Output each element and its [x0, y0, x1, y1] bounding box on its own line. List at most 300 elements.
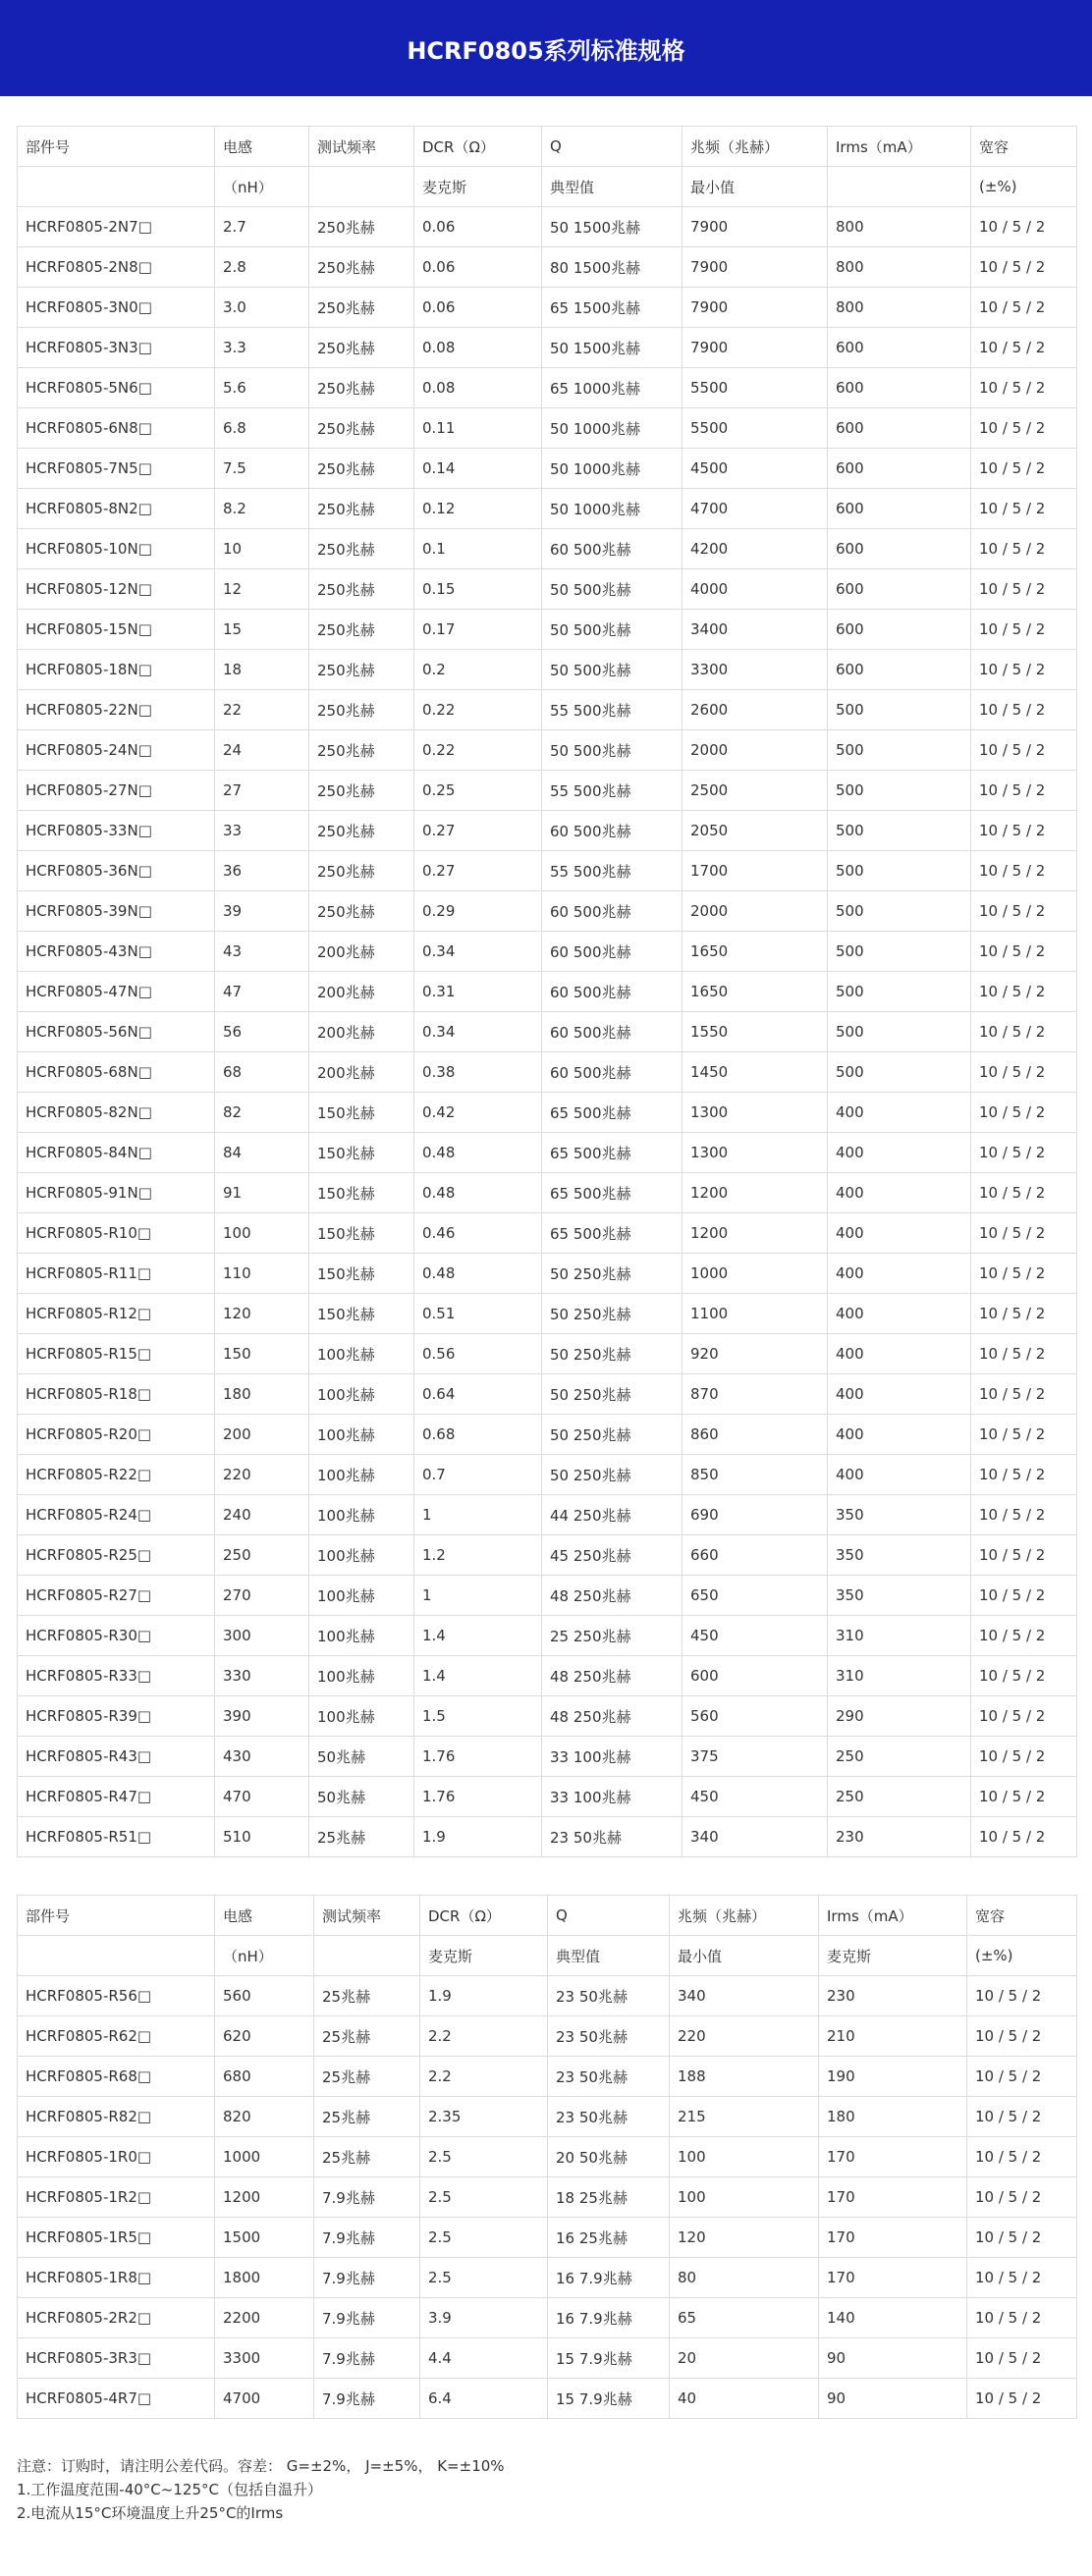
tolerance-cell: 10 / 5 / 2: [971, 1012, 1077, 1052]
dcr-cell: 2.35: [420, 2097, 548, 2137]
tolerance-cell: 10 / 5 / 2: [971, 1656, 1077, 1696]
dcr-cell: 2.5: [420, 2137, 548, 2177]
srf-cell: 兆频（兆赫）: [670, 1896, 819, 1936]
part-number-cell: HCRF0805-R47□: [18, 1777, 215, 1817]
q-cell: 50 250兆赫: [542, 1455, 682, 1495]
irms-cell: 800: [828, 247, 971, 288]
part-number-cell: HCRF0805-3N3□: [18, 328, 215, 368]
table-row: [18, 610, 1077, 650]
q-cell: 65 1000兆赫: [542, 368, 682, 408]
inductance-cell: 1200: [215, 2177, 314, 2218]
q-cell: Q: [542, 127, 682, 167]
inductance-cell: 110: [215, 1254, 309, 1294]
tolerance-cell: 10 / 5 / 2: [971, 1334, 1077, 1374]
tolerance-cell: 10 / 5 / 2: [971, 1173, 1077, 1213]
inductance-cell: 250: [215, 1535, 309, 1576]
srf-cell: 188: [670, 2057, 819, 2097]
table-row: [18, 2258, 1077, 2298]
spec-table-2: [17, 1895, 1076, 2419]
q-cell: 16 7.9兆赫: [548, 2258, 670, 2298]
table-row: [18, 368, 1077, 408]
table-row: [18, 1052, 1077, 1093]
irms-cell: 170: [819, 2177, 967, 2218]
tolerance-cell: 10 / 5 / 2: [971, 730, 1077, 771]
table-row: [18, 2016, 1077, 2057]
srf-cell: 4700: [682, 489, 828, 529]
irms-cell: 400: [828, 1374, 971, 1415]
tolerance-cell: 10 / 5 / 2: [971, 1254, 1077, 1294]
tolerance-cell: 10 / 5 / 2: [971, 288, 1077, 328]
tolerance-cell: 10 / 5 / 2: [971, 489, 1077, 529]
srf-cell: 最小值: [682, 167, 828, 207]
table-row: [18, 972, 1077, 1012]
irms-cell: 500: [828, 932, 971, 972]
dcr-cell: 0.68: [414, 1415, 542, 1455]
irms-cell: 250: [828, 1777, 971, 1817]
test-frequency-cell: 250兆赫: [309, 650, 414, 690]
tolerance-cell: 10 / 5 / 2: [971, 891, 1077, 932]
q-cell: 23 50兆赫: [542, 1817, 682, 1857]
q-cell: Q: [548, 1896, 670, 1936]
part-number-cell: HCRF0805-24N□: [18, 730, 215, 771]
part-number-cell: HCRF0805-82N□: [18, 1093, 215, 1133]
table-row: [18, 2298, 1077, 2338]
irms-cell: 600: [828, 328, 971, 368]
q-cell: 48 250兆赫: [542, 1696, 682, 1737]
dcr-cell: 0.25: [414, 771, 542, 811]
table-row: [18, 328, 1077, 368]
inductance-cell: 270: [215, 1576, 309, 1616]
table-row: [18, 811, 1077, 851]
irms-cell: 230: [819, 1976, 967, 2016]
q-cell: 50 250兆赫: [542, 1254, 682, 1294]
dcr-cell: 0.42: [414, 1093, 542, 1133]
inductance-cell: 68: [215, 1052, 309, 1093]
tolerance-cell: 10 / 5 / 2: [967, 2338, 1077, 2379]
srf-cell: 65: [670, 2298, 819, 2338]
part-number-cell: HCRF0805-18N□: [18, 650, 215, 690]
tolerance-cell: 10 / 5 / 2: [971, 207, 1077, 247]
irms-cell: 500: [828, 811, 971, 851]
inductance-cell: 620: [215, 2016, 314, 2057]
srf-cell: 850: [682, 1455, 828, 1495]
part-number-cell: HCRF0805-R51□: [18, 1817, 215, 1857]
part-number-cell: HCRF0805-3N0□: [18, 288, 215, 328]
tolerance-cell: 10 / 5 / 2: [971, 972, 1077, 1012]
note-irms: 2.电流从15°C环境温度上升25°C的Irms: [17, 2504, 284, 2522]
dcr-cell: 0.22: [414, 730, 542, 771]
irms-cell: 500: [828, 891, 971, 932]
tolerance-cell: 10 / 5 / 2: [967, 2298, 1077, 2338]
tolerance-cell: 10 / 5 / 2: [967, 2258, 1077, 2298]
test-frequency-cell: 100兆赫: [309, 1455, 414, 1495]
test-frequency-cell: 250兆赫: [309, 489, 414, 529]
inductance-cell: 4700: [215, 2379, 314, 2419]
q-cell: 44 250兆赫: [542, 1495, 682, 1535]
irms-cell: 500: [828, 1012, 971, 1052]
dcr-cell: 0.29: [414, 891, 542, 932]
part-number-cell: HCRF0805-7N5□: [18, 449, 215, 489]
table-row: [18, 1455, 1077, 1495]
part-number-cell: HCRF0805-36N□: [18, 851, 215, 891]
dcr-cell: 0.48: [414, 1133, 542, 1173]
test-frequency-cell: 250兆赫: [309, 771, 414, 811]
tolerance-cell: 10 / 5 / 2: [971, 1777, 1077, 1817]
irms-cell: 400: [828, 1415, 971, 1455]
page-title: HCRF0805系列标准规格: [407, 36, 685, 65]
part-number-cell: HCRF0805-56N□: [18, 1012, 215, 1052]
q-cell: 18 25兆赫: [548, 2177, 670, 2218]
irms-cell: 350: [828, 1535, 971, 1576]
irms-cell: 290: [828, 1696, 971, 1737]
part-number-cell: 部件号: [18, 1896, 215, 1936]
irms-cell: 90: [819, 2338, 967, 2379]
part-number-cell: HCRF0805-3R3□: [18, 2338, 215, 2379]
note-tolerance: 注意：订购时，请注明公差代码。容差： G=±2%， J=±5%， K=±10%: [17, 2457, 505, 2475]
test-frequency-cell: 25兆赫: [314, 2097, 420, 2137]
inductance-cell: 36: [215, 851, 309, 891]
irms-cell: 600: [828, 610, 971, 650]
irms-cell: [828, 167, 971, 207]
tolerance-cell: 10 / 5 / 2: [971, 811, 1077, 851]
irms-cell: 600: [828, 449, 971, 489]
q-cell: 60 500兆赫: [542, 932, 682, 972]
table-row: [18, 1334, 1077, 1374]
q-cell: 16 7.9兆赫: [548, 2298, 670, 2338]
q-cell: 60 500兆赫: [542, 1012, 682, 1052]
inductance-cell: 2.8: [215, 247, 309, 288]
table-row: [18, 569, 1077, 610]
dcr-cell: 1.76: [414, 1777, 542, 1817]
test-frequency-cell: [309, 167, 414, 207]
part-number-cell: HCRF0805-R25□: [18, 1535, 215, 1576]
test-frequency-cell: 50兆赫: [309, 1737, 414, 1777]
part-number-cell: HCRF0805-1R8□: [18, 2258, 215, 2298]
irms-cell: 400: [828, 1334, 971, 1374]
q-cell: 80 1500兆赫: [542, 247, 682, 288]
test-frequency-cell: 100兆赫: [309, 1616, 414, 1656]
q-cell: 65 1500兆赫: [542, 288, 682, 328]
irms-cell: 400: [828, 1213, 971, 1254]
table-row: [18, 1093, 1077, 1133]
inductance-cell: 3.0: [215, 288, 309, 328]
table-row: [18, 1173, 1077, 1213]
q-cell: 60 500兆赫: [542, 1052, 682, 1093]
dcr-cell: 0.06: [414, 288, 542, 328]
tolerance-cell: 10 / 5 / 2: [971, 1616, 1077, 1656]
q-cell: 典型值: [542, 167, 682, 207]
q-cell: 25 250兆赫: [542, 1616, 682, 1656]
table-row: [18, 891, 1077, 932]
part-number-cell: HCRF0805-84N□: [18, 1133, 215, 1173]
test-frequency-cell: 25兆赫: [309, 1817, 414, 1857]
dcr-cell: 1.4: [414, 1656, 542, 1696]
irms-cell: 麦克斯: [819, 1936, 967, 1976]
tolerance-cell: (±%): [967, 1936, 1077, 1976]
irms-cell: 600: [828, 650, 971, 690]
part-number-cell: HCRF0805-R62□: [18, 2016, 215, 2057]
dcr-cell: 0.2: [414, 650, 542, 690]
irms-cell: 170: [819, 2258, 967, 2298]
test-frequency-cell: 25兆赫: [314, 2057, 420, 2097]
table-row: [18, 1737, 1077, 1777]
irms-cell: 500: [828, 771, 971, 811]
tolerance-cell: 10 / 5 / 2: [971, 690, 1077, 730]
part-number-cell: HCRF0805-39N□: [18, 891, 215, 932]
inductance-cell: 820: [215, 2097, 314, 2137]
inductance-cell: 150: [215, 1334, 309, 1374]
inductance-cell: 22: [215, 690, 309, 730]
part-number-cell: HCRF0805-R82□: [18, 2097, 215, 2137]
tolerance-cell: 10 / 5 / 2: [971, 1576, 1077, 1616]
inductance-cell: 12: [215, 569, 309, 610]
tolerance-cell: 10 / 5 / 2: [971, 1535, 1077, 1576]
inductance-cell: 5.6: [215, 368, 309, 408]
inductance-cell: 2.7: [215, 207, 309, 247]
tolerance-cell: 10 / 5 / 2: [971, 1052, 1077, 1093]
inductance-cell: 430: [215, 1737, 309, 1777]
srf-cell: 最小值: [670, 1936, 819, 1976]
test-frequency-cell: 100兆赫: [309, 1535, 414, 1576]
q-cell: 45 250兆赫: [542, 1535, 682, 1576]
dcr-cell: 1.76: [414, 1737, 542, 1777]
table-row: [18, 1012, 1077, 1052]
test-frequency-cell: 250兆赫: [309, 207, 414, 247]
part-number-cell: HCRF0805-R10□: [18, 1213, 215, 1254]
dcr-cell: 2.5: [420, 2258, 548, 2298]
srf-cell: 450: [682, 1777, 828, 1817]
irms-cell: 800: [828, 288, 971, 328]
part-number-cell: HCRF0805-10N□: [18, 529, 215, 569]
srf-cell: 375: [682, 1737, 828, 1777]
srf-cell: 560: [682, 1696, 828, 1737]
inductance-cell: 82: [215, 1093, 309, 1133]
dcr-cell: 0.14: [414, 449, 542, 489]
test-frequency-cell: 250兆赫: [309, 529, 414, 569]
dcr-cell: 2.2: [420, 2016, 548, 2057]
inductance-cell: 10: [215, 529, 309, 569]
part-number-cell: HCRF0805-R43□: [18, 1737, 215, 1777]
irms-cell: 400: [828, 1173, 971, 1213]
irms-cell: 90: [819, 2379, 967, 2419]
irms-cell: 310: [828, 1616, 971, 1656]
q-cell: 55 500兆赫: [542, 851, 682, 891]
srf-cell: 600: [682, 1656, 828, 1696]
table-row: [18, 2137, 1077, 2177]
inductance-cell: 510: [215, 1817, 309, 1857]
dcr-cell: 1: [414, 1576, 542, 1616]
srf-cell: 2050: [682, 811, 828, 851]
q-cell: 60 500兆赫: [542, 891, 682, 932]
part-number-cell: HCRF0805-R20□: [18, 1415, 215, 1455]
part-number-cell: HCRF0805-4R7□: [18, 2379, 215, 2419]
table-row: [18, 851, 1077, 891]
srf-cell: 1300: [682, 1133, 828, 1173]
part-number-cell: HCRF0805-R24□: [18, 1495, 215, 1535]
table-row: [18, 650, 1077, 690]
test-frequency-cell: 200兆赫: [309, 1012, 414, 1052]
tolerance-cell: 10 / 5 / 2: [971, 1093, 1077, 1133]
test-frequency-cell: 200兆赫: [309, 932, 414, 972]
part-number-cell: HCRF0805-2N7□: [18, 207, 215, 247]
q-cell: 33 100兆赫: [542, 1777, 682, 1817]
tolerance-cell: 10 / 5 / 2: [971, 610, 1077, 650]
table-row: [18, 932, 1077, 972]
table-row: [18, 2218, 1077, 2258]
test-frequency-cell: 150兆赫: [309, 1173, 414, 1213]
q-cell: 50 250兆赫: [542, 1294, 682, 1334]
part-number-cell: HCRF0805-1R2□: [18, 2177, 215, 2218]
table-row: [18, 1535, 1077, 1576]
tolerance-cell: 10 / 5 / 2: [967, 2016, 1077, 2057]
inductance-cell: 84: [215, 1133, 309, 1173]
test-frequency-cell: 250兆赫: [309, 851, 414, 891]
test-frequency-cell: 25兆赫: [314, 2016, 420, 2057]
q-cell: 55 500兆赫: [542, 771, 682, 811]
test-frequency-cell: 150兆赫: [309, 1294, 414, 1334]
tolerance-cell: 10 / 5 / 2: [971, 529, 1077, 569]
table-row: [18, 1254, 1077, 1294]
inductance-cell: 15: [215, 610, 309, 650]
q-cell: 50 1500兆赫: [542, 328, 682, 368]
tolerance-cell: 10 / 5 / 2: [967, 2379, 1077, 2419]
dcr-cell: 麦克斯: [420, 1936, 548, 1976]
srf-cell: 1650: [682, 972, 828, 1012]
inductance-cell: 1800: [215, 2258, 314, 2298]
test-frequency-cell: 50兆赫: [309, 1777, 414, 1817]
irms-cell: 350: [828, 1576, 971, 1616]
irms-cell: 170: [819, 2218, 967, 2258]
inductance-cell: 18: [215, 650, 309, 690]
part-number-cell: HCRF0805-43N□: [18, 932, 215, 972]
q-cell: 23 50兆赫: [548, 1976, 670, 2016]
test-frequency-cell: 100兆赫: [309, 1415, 414, 1455]
test-frequency-cell: 150兆赫: [309, 1213, 414, 1254]
dcr-cell: 0.34: [414, 932, 542, 972]
part-number-cell: HCRF0805-1R0□: [18, 2137, 215, 2177]
table-row: [18, 1213, 1077, 1254]
irms-cell: 600: [828, 408, 971, 449]
tolerance-cell: 10 / 5 / 2: [971, 1374, 1077, 1415]
inductance-cell: 91: [215, 1173, 309, 1213]
part-number-cell: HCRF0805-22N□: [18, 690, 215, 730]
table-row: [18, 2177, 1077, 2218]
srf-cell: 4000: [682, 569, 828, 610]
inductance-cell: 100: [215, 1213, 309, 1254]
q-cell: 60 500兆赫: [542, 529, 682, 569]
test-frequency-cell: 100兆赫: [309, 1334, 414, 1374]
inductance-cell: 680: [215, 2057, 314, 2097]
test-frequency-cell: 7.9兆赫: [314, 2218, 420, 2258]
q-cell: 60 500兆赫: [542, 811, 682, 851]
srf-cell: 870: [682, 1374, 828, 1415]
tolerance-cell: 10 / 5 / 2: [971, 408, 1077, 449]
q-cell: 48 250兆赫: [542, 1576, 682, 1616]
dcr-cell: 1: [414, 1495, 542, 1535]
part-number-cell: [18, 167, 215, 207]
q-cell: 50 1000兆赫: [542, 449, 682, 489]
table-row: [18, 1777, 1077, 1817]
srf-cell: 20: [670, 2338, 819, 2379]
test-frequency-cell: 200兆赫: [309, 972, 414, 1012]
irms-cell: 500: [828, 1052, 971, 1093]
srf-cell: 2000: [682, 730, 828, 771]
test-frequency-cell: 100兆赫: [309, 1374, 414, 1415]
inductance-cell: 1500: [215, 2218, 314, 2258]
irms-cell: 800: [828, 207, 971, 247]
test-frequency-cell: 25兆赫: [314, 1976, 420, 2016]
inductance-cell: 390: [215, 1696, 309, 1737]
table-row: [18, 1976, 1077, 2016]
srf-cell: 40: [670, 2379, 819, 2419]
tolerance-cell: 10 / 5 / 2: [971, 771, 1077, 811]
inductance-cell: 120: [215, 1294, 309, 1334]
dcr-cell: 0.38: [414, 1052, 542, 1093]
q-cell: 16 25兆赫: [548, 2218, 670, 2258]
q-cell: 65 500兆赫: [542, 1133, 682, 1173]
part-number-cell: HCRF0805-R12□: [18, 1294, 215, 1334]
irms-cell: 500: [828, 972, 971, 1012]
q-cell: 50 250兆赫: [542, 1374, 682, 1415]
part-number-cell: HCRF0805-2R2□: [18, 2298, 215, 2338]
q-cell: 65 500兆赫: [542, 1213, 682, 1254]
inductance-cell: 电感: [215, 127, 309, 167]
table-row: [18, 489, 1077, 529]
inductance-cell: 330: [215, 1656, 309, 1696]
subheader-row: [18, 167, 1077, 207]
srf-cell: 100: [670, 2177, 819, 2218]
srf-cell: 120: [670, 2218, 819, 2258]
tolerance-cell: 10 / 5 / 2: [967, 2218, 1077, 2258]
test-frequency-cell: 100兆赫: [309, 1696, 414, 1737]
test-frequency-cell: 100兆赫: [309, 1576, 414, 1616]
dcr-cell: 3.9: [420, 2298, 548, 2338]
part-number-cell: HCRF0805-15N□: [18, 610, 215, 650]
part-number-cell: HCRF0805-R68□: [18, 2057, 215, 2097]
dcr-cell: 0.1: [414, 529, 542, 569]
dcr-cell: 0.11: [414, 408, 542, 449]
tolerance-cell: 10 / 5 / 2: [971, 1294, 1077, 1334]
dcr-cell: 0.51: [414, 1294, 542, 1334]
part-number-cell: HCRF0805-6N8□: [18, 408, 215, 449]
tolerance-cell: 10 / 5 / 2: [971, 1495, 1077, 1535]
test-frequency-cell: 250兆赫: [309, 569, 414, 610]
header-row: [18, 1896, 1077, 1936]
tolerance-cell: 10 / 5 / 2: [971, 1133, 1077, 1173]
dcr-cell: 0.56: [414, 1334, 542, 1374]
inductance-cell: 电感: [215, 1896, 314, 1936]
q-cell: 50 250兆赫: [542, 1334, 682, 1374]
dcr-cell: DCR（Ω）: [414, 127, 542, 167]
test-frequency-cell: 250兆赫: [309, 449, 414, 489]
inductance-cell: 24: [215, 730, 309, 771]
srf-cell: 7900: [682, 288, 828, 328]
table-row: [18, 288, 1077, 328]
tolerance-cell: 10 / 5 / 2: [967, 2057, 1077, 2097]
srf-cell: 2500: [682, 771, 828, 811]
tolerance-cell: 10 / 5 / 2: [967, 2137, 1077, 2177]
dcr-cell: 0.15: [414, 569, 542, 610]
dcr-cell: 1.9: [420, 1976, 548, 2016]
part-number-cell: HCRF0805-33N□: [18, 811, 215, 851]
q-cell: 50 1000兆赫: [542, 408, 682, 449]
dcr-cell: 0.27: [414, 851, 542, 891]
srf-cell: 7900: [682, 207, 828, 247]
table-row: [18, 1133, 1077, 1173]
dcr-cell: 0.46: [414, 1213, 542, 1254]
header-row: [18, 127, 1077, 167]
dcr-cell: 0.34: [414, 1012, 542, 1052]
